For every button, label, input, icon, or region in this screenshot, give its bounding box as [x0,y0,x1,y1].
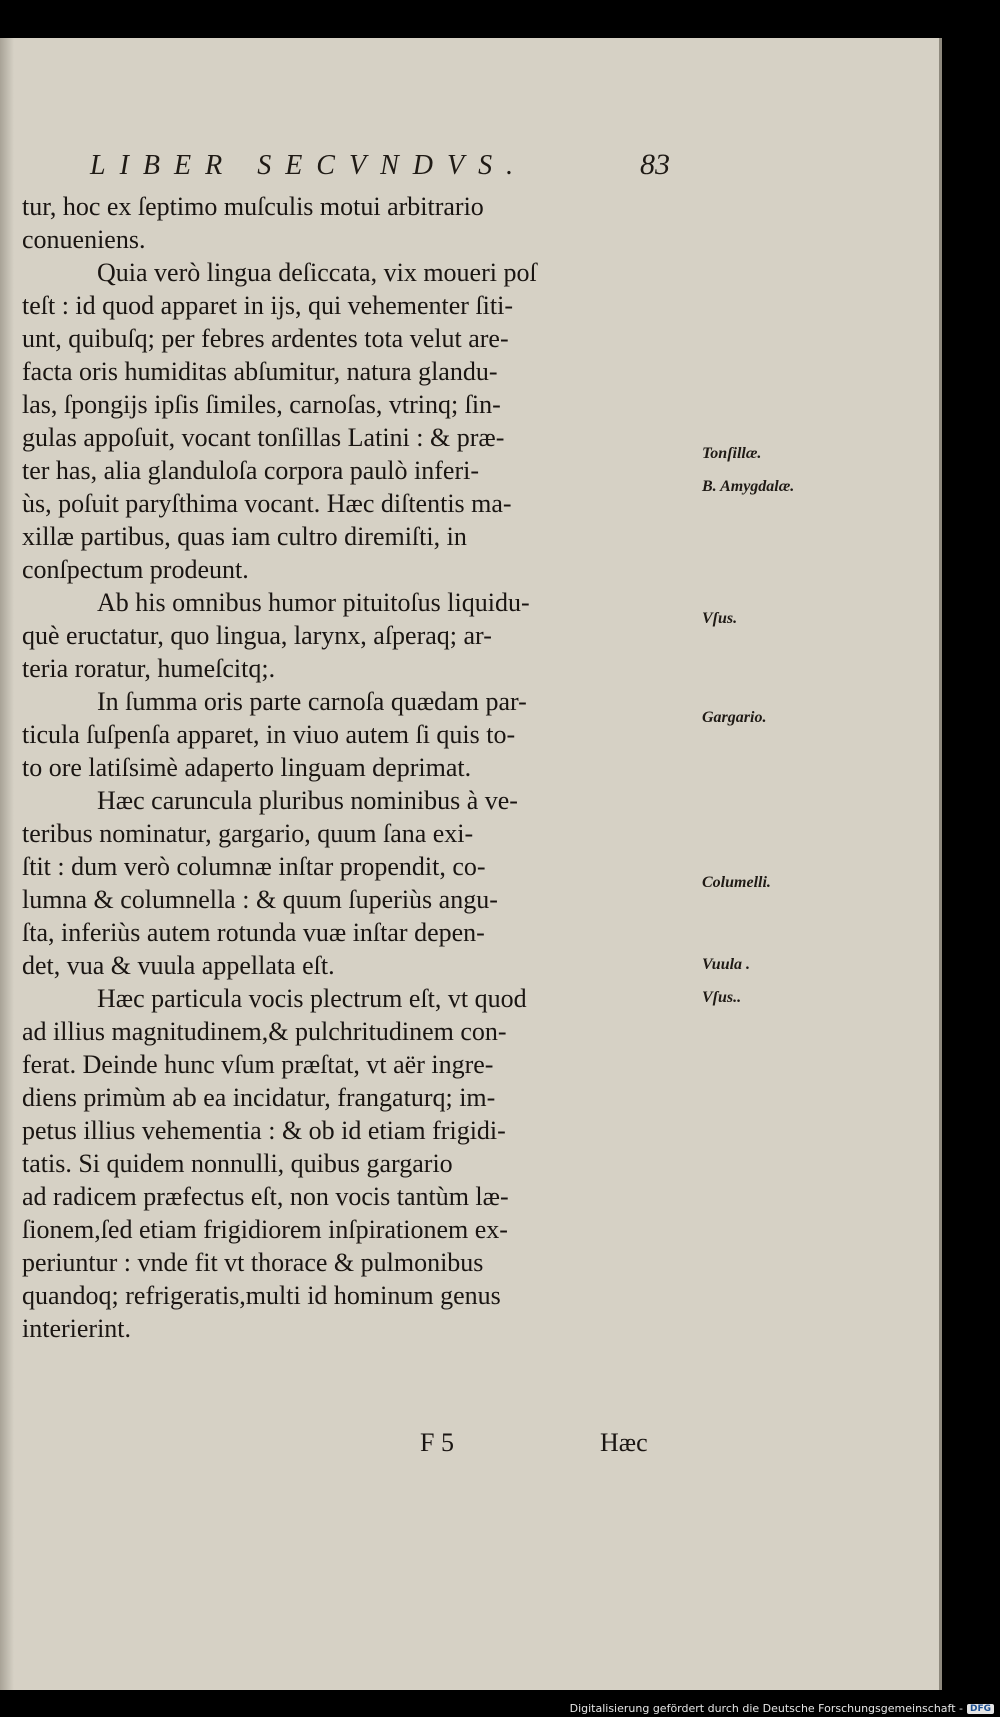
catchword: Hæc [600,1428,648,1457]
text-line: las, ſpongijs ipſis ſimiles, carnoſas, vtrinq; ſin- [22,390,501,419]
text-line: gulas appoſuit, vocant tonſillas Latini : & præ- [22,423,505,452]
text-line: lumna & columnella : & quum ſuperiùs angu- [22,885,498,914]
digitization-credit-text: Digitalisierung gefördert durch die Deutsche Forschungsgemeinschaft - [569,1702,963,1715]
dfg-logo: DFG [967,1704,994,1714]
folio-number: 83 [640,148,670,181]
text-line: ad radicem præfectus eſt, non vocis tantùm læ- [22,1182,509,1211]
book-page [0,38,942,1690]
text-line: Hæc caruncula pluribus nominibus à ve- [97,786,518,815]
body-text [22,190,795,1345]
sidenote-usus-2: Vſus.. [702,989,742,1006]
sidenote-tonsillae: Tonſillæ. [702,445,762,462]
text-line: diens primùm ab ea incidatur, frangaturq; im- [22,1083,496,1112]
text-line: det, vua & vuula appellata eſt. [22,951,335,980]
text-line: interierint. [22,1314,132,1343]
text-line: tatis. Si quidem nonnulli, quibus gargario [22,1149,453,1178]
text-line: ſta, inferiùs autem rotunda vuæ inſtar depen- [22,918,485,947]
text-line: Quia verò lingua deſiccata, vix moueri poſ [97,258,537,287]
text-line: Ab his omnibus humor pituitoſus liquidu- [97,588,530,617]
text-line: teria roratur, humeſcitq;. [22,654,276,683]
sidenote-amygdalae: B. Amygdalæ. [702,478,795,495]
text-line: ferat. Deinde hunc vſum præſtat, vt aër ingre- [22,1050,494,1079]
text-line: conueniens. [22,225,146,254]
text-line: teribus nominatur, gargario, quum ſana exi- [22,819,474,848]
text-line: ùs, poſuit paryſthima vocant. Hæc diſtentis ma- [22,489,512,518]
text-line: In ſumma oris parte carnoſa quædam par- [97,687,527,716]
text-line: conſpectum prodeunt. [22,555,249,584]
text-line: petus illius vehementia : & ob id etiam frigidi- [22,1116,506,1145]
sidenote-vuula: Vuula . [702,956,751,973]
text-line: xillæ partibus, quas iam cultro diremiſti, in [22,522,467,551]
text-line: ter has, alia glanduloſa corpora paulò inferi- [22,456,479,485]
sidenote-gargario: Gargario. [702,709,767,726]
text-line: ad illius magnitudinem,& pulchritudinem con- [22,1017,507,1046]
text-line: tur, hoc ex ſeptimo muſculis motui arbitrario [22,192,484,221]
running-title: LIBER SECVNDVS. [90,150,528,181]
sidenote-columelli: Columelli. [702,874,771,891]
text-line: facta oris humiditas abſumitur, natura glandu- [22,357,498,386]
text-line: to ore latiſsimè adaperto linguam deprimat. [22,753,472,782]
text-line: ſtit : dum verò columnæ inſtar propendit, co- [22,852,486,881]
text-line: quandoq; refrigeratis,multi id hominum genus [22,1281,501,1310]
text-line: unt, quibuſq; per febres ardentes tota velut are- [22,324,509,353]
digitization-credit [570,1702,994,1715]
text-line: ſionem,ſed etiam frigidiorem inſpirationem ex- [22,1215,508,1244]
text-line: Hæc particula vocis plectrum eſt, vt quod [97,984,527,1013]
page-gutter-shadow [0,38,14,1690]
signature-mark: F 5 [420,1428,454,1457]
text-line: ticula ſuſpenſa apparet, in viuo autem ſi quis to- [22,720,516,749]
sidenote-usus-1: Vſus. [702,610,738,627]
text-line: periuntur : vnde fit vt thorace & pulmonibus [22,1248,484,1277]
text-line: què eructatur, quo lingua, larynx, aſperaq; ar- [22,621,492,650]
text-line: teſt : id quod apparet in ijs, qui vehementer ſiti- [22,291,513,320]
